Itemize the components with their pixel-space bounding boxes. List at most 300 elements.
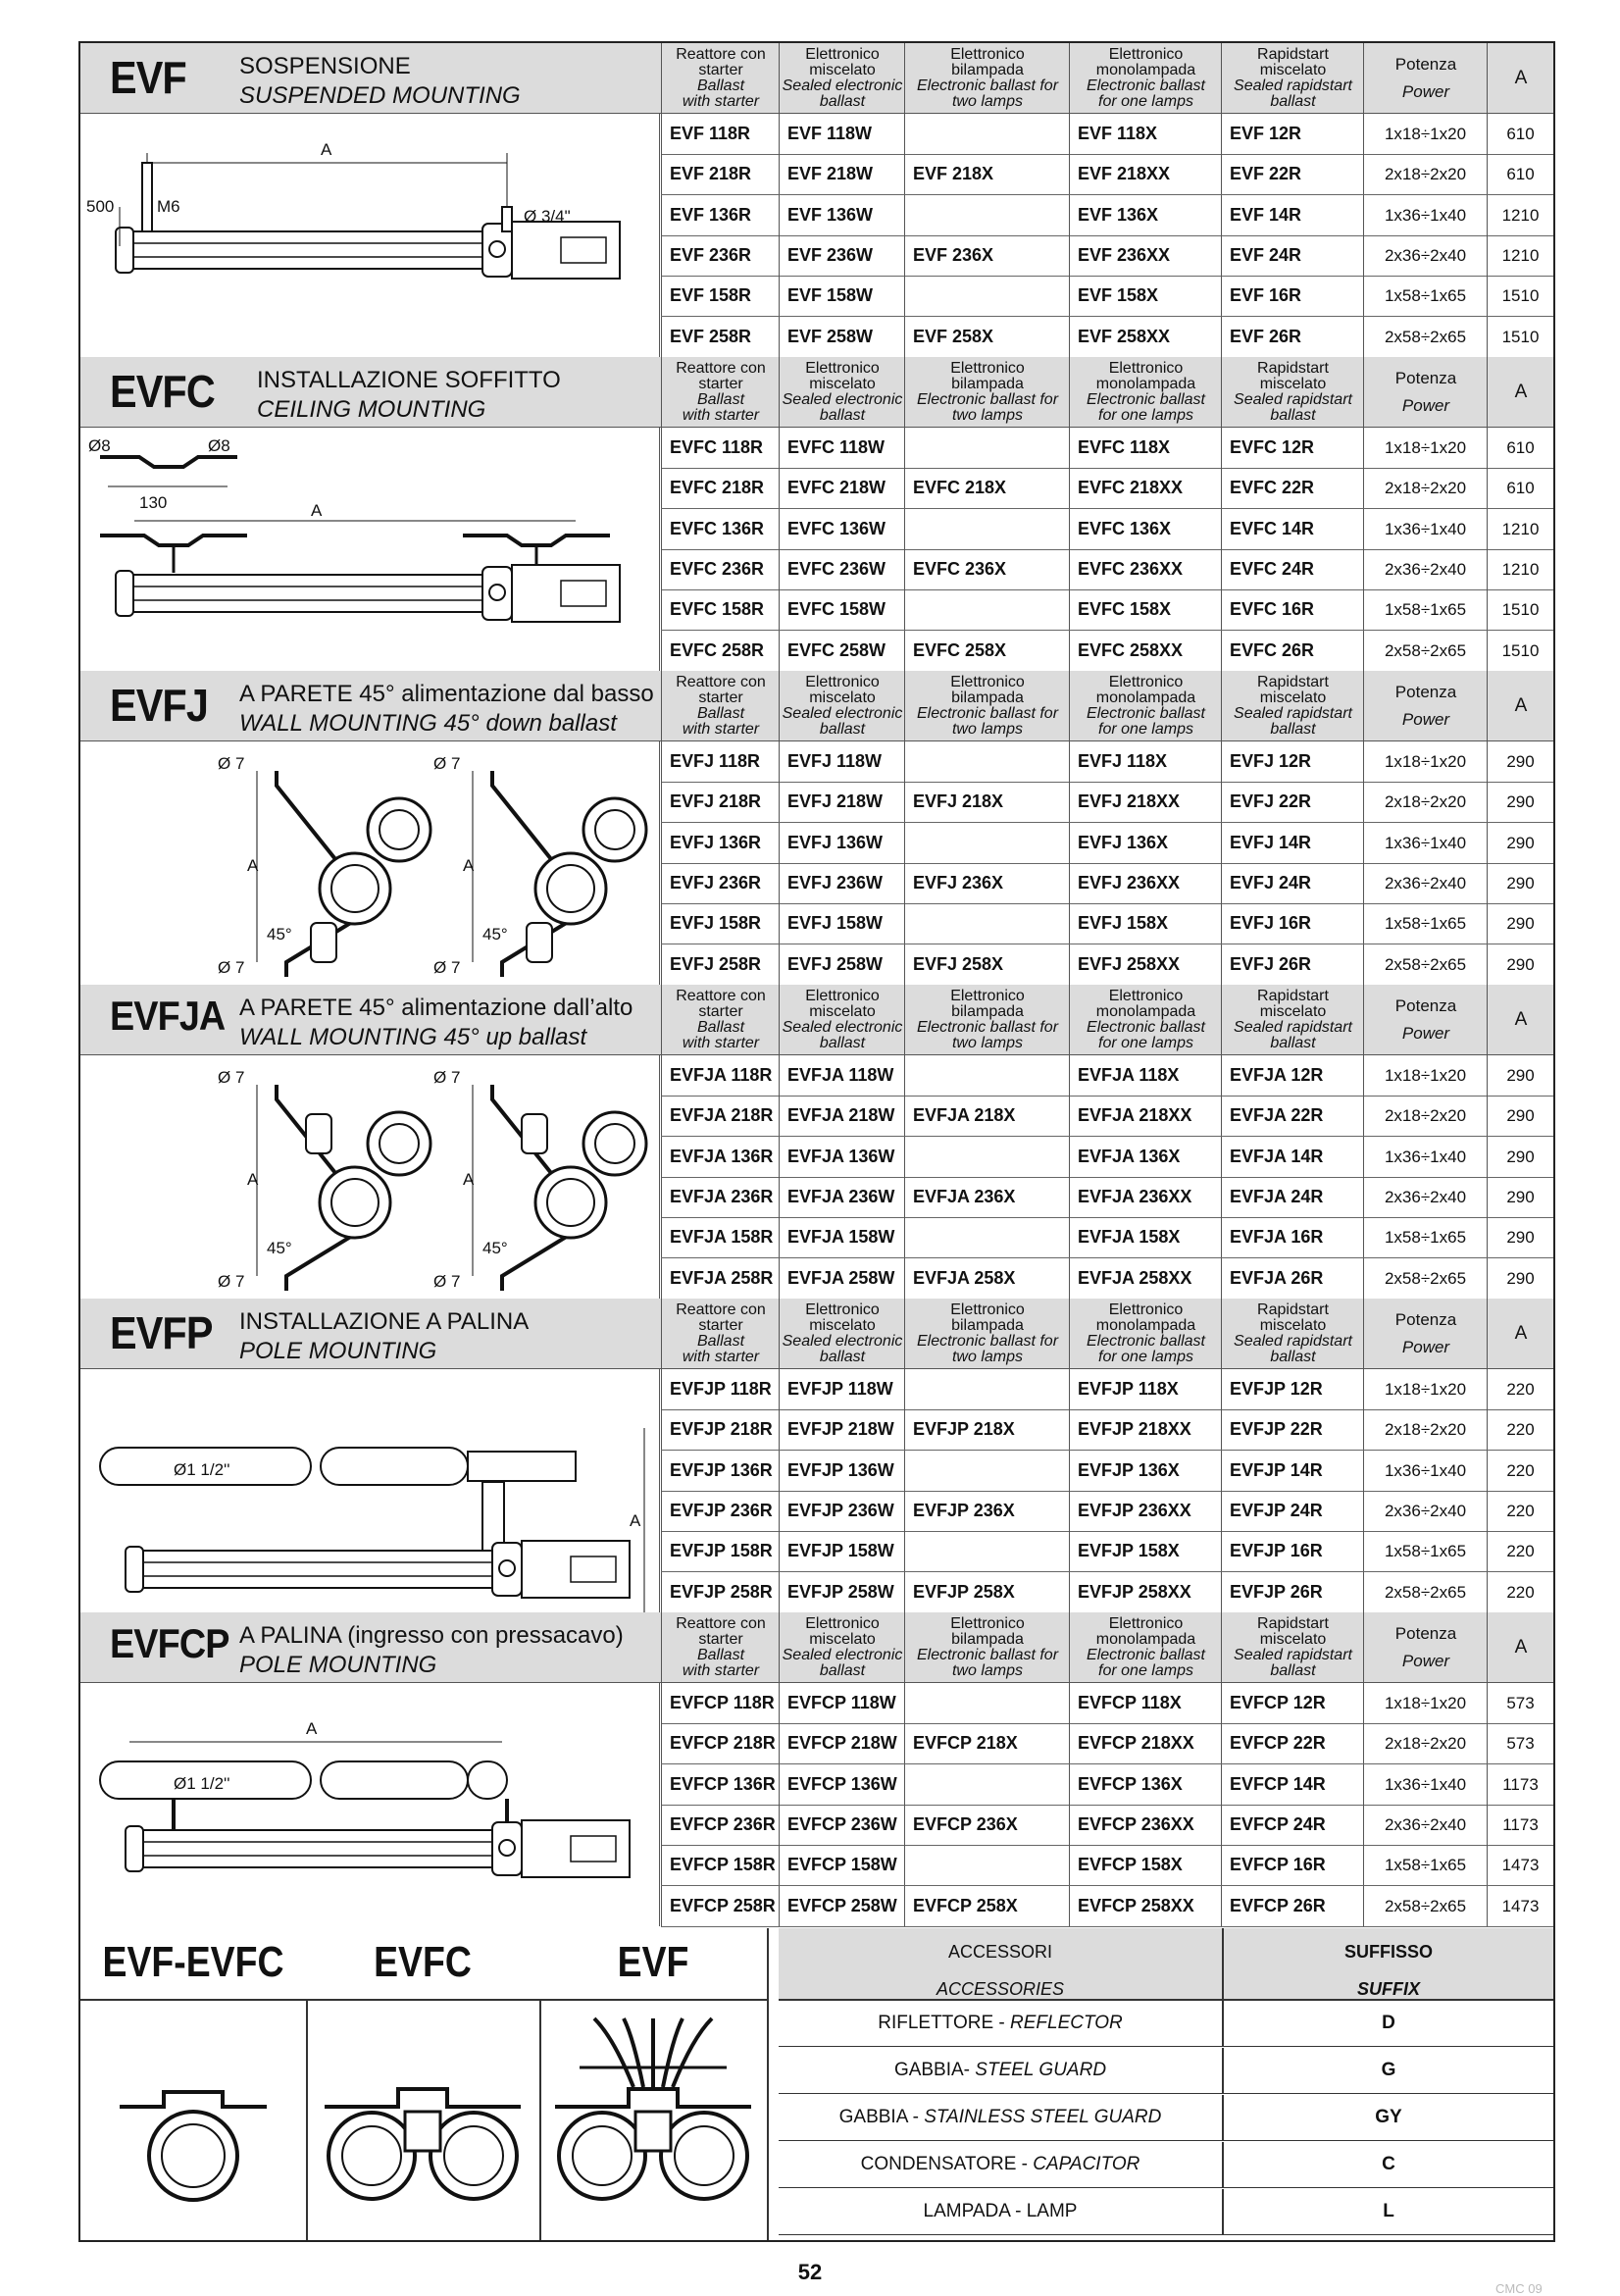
col-one-lamp-cell: EVFJP 258XX [1069,1572,1221,1612]
col-one-lamp-header [1069,357,1222,427]
header-line: Elettronico [1108,359,1184,377]
col-rapidstart-header [1221,671,1364,740]
header-line: Elettronico [1108,673,1184,690]
col-two-lamps-cell [904,195,1069,235]
dim-45-label: 45° [482,925,508,944]
col-power-header [1363,43,1488,113]
col-one-lamp-cell: EVFJA 136X [1069,1137,1221,1177]
col-two-lamps-cell: EVFJA 236X [904,1177,1069,1217]
col-two-lamps-header [904,357,1070,427]
col-rapidstart-header [1221,1299,1364,1368]
table-row [661,1177,1553,1218]
lamp-section-inner [573,2126,632,2185]
col-sealed-electronic-cell: EVFCP 118W [779,1683,904,1723]
title-italian: A PALINA (ingresso con pressacavo) [239,1622,624,1649]
section-header [80,1299,1553,1369]
col-one-lamp-cell: EVF 158X [1069,276,1221,316]
dim-a-label: A [311,501,323,520]
col-power-cell: 1x58÷1x65 [1363,1217,1487,1257]
col-two-lamps-cell [904,903,1069,944]
col-rapidstart-cell: EVFJ 22R [1221,782,1363,822]
col-a-cell: 1510 [1487,317,1553,357]
technical-drawing [80,428,659,671]
col-starter-cell: EVF 258R [661,317,779,357]
header-line: ballast [1270,1661,1316,1679]
header-line: Power [1401,1023,1450,1043]
cable-gland [522,1114,547,1153]
col-one-lamp-cell: EVFC 118X [1069,428,1221,468]
header-line: for one lamps [1098,1661,1193,1679]
page-number: 52 [797,2260,823,2284]
header-line: two lamps [951,1348,1024,1365]
col-power-cell: 1x58÷1x65 [1363,1845,1487,1885]
lamp-end-inner [380,1124,419,1163]
col-one-lamp-cell: EVFJ 158X [1069,903,1221,944]
col-power-cell: 2x58÷2x65 [1363,631,1487,671]
col-rapidstart-cell: EVFJA 16R [1221,1217,1363,1257]
accessory-name-en: STAINLESS STEEL GUARD [924,2107,1162,2127]
header-line: Ballast [696,1646,745,1663]
header-line: monolampada [1095,1630,1196,1648]
dim-d7-label: Ø 7 [218,958,245,977]
center-block [405,2112,440,2151]
header-line: Sealed electronic [782,77,903,94]
table-row [661,1258,1553,1300]
header-line: bilampada [951,1002,1024,1020]
title-italian: SOSPENSIONE [239,53,411,79]
col-two-lamps-cell [904,1451,1069,1491]
col-sealed-electronic-header [779,1612,905,1682]
col-rapidstart-cell: EVF 26R [1221,317,1363,357]
header-line: Power [1401,709,1450,729]
table-row [661,1096,1553,1137]
col-starter-header [661,1612,780,1682]
header-line: with starter [682,406,760,424]
col-sealed-electronic-cell: EVFCP 136W [779,1764,904,1805]
cable-gland [311,923,336,962]
pole-pipe [321,1448,468,1485]
header-line: Elettronico [950,45,1025,63]
col-sealed-electronic-cell: EVFJ 218W [779,782,904,822]
junction-bolt [499,1840,515,1856]
header-line: Sealed electronic [782,1018,903,1036]
header-line: Sealed rapidstart [1234,1332,1352,1350]
col-a-cell: 610 [1487,468,1553,508]
guard-outline [555,2089,751,2107]
col-sealed-electronic-header [779,357,905,427]
col-a-cell: 610 [1487,114,1553,154]
col-sealed-electronic-cell: EVFJP 118W [779,1369,904,1409]
col-rapidstart-cell: EVFC 16R [1221,589,1363,630]
col-a-cell: 220 [1487,1531,1553,1571]
col-a-cell: 290 [1487,823,1553,863]
header-line: Power [1401,1337,1450,1356]
col-a-cell: 1173 [1487,1764,1553,1805]
header-line: Elettronico [805,987,880,1004]
header-line: Sealed electronic [782,1646,903,1663]
table-row [661,549,1553,590]
header-line: miscelato [1259,1316,1327,1334]
accessory-row [779,2189,1553,2235]
header-line: Sealed electronic [782,1332,903,1350]
header-line: miscelato [809,689,876,706]
header-line: Electronic ballast [1087,77,1205,94]
col-starter-header [661,43,780,113]
table-row [661,1137,1553,1178]
col-power-cell: 1x18÷1x20 [1363,1683,1487,1723]
col-a-cell: 220 [1487,1491,1553,1531]
junction-bolt [489,241,505,257]
col-power-cell: 2x58÷2x65 [1363,1258,1487,1299]
col-one-lamp-cell: EVFJ 118X [1069,741,1221,782]
header-line: Rapidstart [1257,1614,1329,1632]
col-a-cell: 1210 [1487,549,1553,589]
header-line: Ballast [696,390,745,408]
accessory-suffix: D [1382,2013,1395,2033]
col-power-cell: 2x58÷2x65 [1363,317,1487,357]
header-line: bilampada [951,1630,1024,1648]
col-a-cell: 610 [1487,154,1553,194]
col-power-cell: 1x36÷1x40 [1363,823,1487,863]
col-sealed-electronic-cell: EVFJ 118W [779,741,904,782]
col-sealed-electronic-cell: EVF 136W [779,195,904,235]
table-row [661,1531,1553,1572]
technical-drawing [80,1055,659,1299]
ballast-label [571,1556,616,1582]
section-drawing [80,741,660,985]
col-one-lamp-cell: EVFJP 158X [1069,1531,1221,1571]
col-power-header [1363,1299,1488,1368]
col-a-cell: 1510 [1487,589,1553,630]
header-line: ballast [819,92,866,110]
accessory-header-label: EVFC [374,1938,472,1986]
col-one-lamp-cell: EVFCP 258XX [1069,1886,1221,1926]
col-one-lamp-cell: EVFJP 218XX [1069,1409,1221,1450]
col-starter-cell: EVFJ 258R [661,944,779,985]
accessory-row [779,2048,1553,2094]
reflector-outline [120,2092,267,2107]
dim-130-label: 130 [139,493,168,512]
header-line: Sealed rapidstart [1234,1646,1352,1663]
header-line-en: ACCESSORIES [936,1979,1065,1999]
col-a-cell: 290 [1487,1177,1553,1217]
lamp-end-inner [547,865,594,912]
table-row [661,276,1553,317]
header-line: Power [1401,395,1450,415]
header-line: with starter [682,1034,760,1051]
accessory-name-en: CAPACITOR [1033,2154,1140,2174]
col-power-cell: 2x18÷2x20 [1363,154,1487,194]
header-line: Electronic ballast for [916,1332,1059,1350]
col-rapidstart-cell: EVFJA 22R [1221,1096,1363,1136]
col-power-cell: 1x58÷1x65 [1363,903,1487,944]
col-a-header [1487,357,1554,427]
header-line: ballast [1270,92,1316,110]
title-english: CEILING MOUNTING [257,396,486,423]
accessory-row [779,2001,1553,2047]
col-a-cell: 1473 [1487,1886,1553,1926]
col-one-lamp-cell: EVFCP 236XX [1069,1805,1221,1845]
header-line: Reattore con [676,673,766,690]
header-line: monolampada [1095,61,1196,78]
col-sealed-electronic-cell: EVF 158W [779,276,904,316]
header-line: two lamps [951,92,1024,110]
lamp-section-inner [342,2126,401,2185]
col-a-cell: 220 [1487,1451,1553,1491]
product-code: EVFCP [110,1620,229,1666]
accessory-header-label: EVF [617,1938,689,1986]
header-line: for one lamps [1098,406,1193,424]
col-power-cell: 1x18÷1x20 [1363,428,1487,468]
section-drawing [80,428,660,671]
header-line: Electronic ballast for [916,1018,1059,1036]
header-line: Power [1401,81,1450,101]
lamp-end-inner [380,810,419,849]
col-two-lamps-cell: EVFC 218X [904,468,1069,508]
col-a-cell: 610 [1487,428,1553,468]
col-sealed-electronic-cell: EVFJA 258W [779,1258,904,1299]
col-sealed-electronic-cell: EVFJA 236W [779,1177,904,1217]
table-row [661,509,1553,550]
header-line: Ballast [696,704,745,722]
col-rapidstart-cell: EVFC 12R [1221,428,1363,468]
header-line: miscelato [809,1316,876,1334]
col-one-lamp-header [1069,985,1222,1054]
col-starter-cell: EVFCP 136R [661,1764,779,1805]
col-two-lamps-header [904,985,1070,1054]
hanger-rod [142,163,152,231]
accessory-drawing-svg [306,1999,539,2240]
table-row [661,1409,1553,1451]
col-one-lamp-header [1069,671,1222,740]
col-one-lamp-cell: EVFJP 136X [1069,1451,1221,1491]
col-starter-cell: EVF 218R [661,154,779,194]
header-line: Electronic ballast [1087,1332,1205,1350]
col-power-header [1363,357,1488,427]
col-power-cell: 1x36÷1x40 [1363,509,1487,549]
header-line: with starter [682,1661,760,1679]
table-row [661,1886,1553,1927]
product-code: EVFC [110,366,215,417]
catalog-page [78,41,1555,2242]
section-body [80,1055,1553,1299]
col-starter-cell: EVFC 118R [661,428,779,468]
accessory-row [779,2095,1553,2141]
header-line: miscelato [1259,1002,1327,1020]
table-row [661,1055,1553,1097]
col-one-lamp-cell: EVF 236XX [1069,235,1221,276]
section-body [80,1369,1553,1612]
col-two-lamps-header [904,1299,1070,1368]
product-code: EVFJ [110,680,208,731]
header-line: A [1514,1008,1528,1030]
header-line: Rapidstart [1257,673,1329,690]
table-row [661,317,1553,358]
col-one-lamp-cell: EVFJ 218XX [1069,782,1221,822]
header-line: ballast [819,406,866,424]
header-line: Elettronico [950,1614,1025,1632]
col-starter-cell: EVFJA 158R [661,1217,779,1257]
col-rapidstart-header [1221,357,1364,427]
accessory-name [779,2142,1224,2187]
col-starter-cell: EVFJA 136R [661,1137,779,1177]
accessori-header [779,1928,1224,2001]
col-starter-cell: EVFJA 218R [661,1096,779,1136]
col-starter-cell: EVFC 218R [661,468,779,508]
header-line: Elettronico [805,45,880,63]
dim-d7-label: Ø 7 [433,1068,461,1087]
col-a-header [1487,671,1554,740]
header-line: Ballast [696,77,745,94]
col-two-lamps-header [904,43,1070,113]
header-line: starter [698,1316,743,1334]
header-line: A [1514,1322,1528,1344]
col-sealed-electronic-cell: EVFCP 158W [779,1845,904,1885]
wire-bundle [663,2018,683,2087]
col-rapidstart-cell: EVFJ 14R [1221,823,1363,863]
col-power-cell: 2x36÷2x40 [1363,863,1487,903]
header-line: Electronic ballast for [916,77,1059,94]
header-line: bilampada [951,1316,1024,1334]
col-starter-header [661,671,780,740]
col-starter-cell: EVFCP 236R [661,1805,779,1845]
col-one-lamp-cell: EVFC 218XX [1069,468,1221,508]
section-body [80,114,1553,357]
table-row [661,468,1553,509]
header-line: two lamps [951,720,1024,738]
section-body [80,1683,1553,1926]
col-a-cell: 220 [1487,1572,1553,1612]
lamp-end-inner [547,1179,594,1226]
col-power-cell: 2x18÷2x20 [1363,1096,1487,1136]
col-sealed-electronic-cell: EVFJ 158W [779,903,904,944]
dim-d7-label: Ø 7 [218,754,245,773]
accessory-name-en: REFLECTOR [1010,2013,1123,2033]
table-row [661,1764,1553,1806]
dim-pipe-label: Ø1 1/2'' [174,1460,230,1479]
table-row [661,589,1553,631]
table-row [661,1217,1553,1258]
col-one-lamp-header [1069,43,1222,113]
ceiling-bracket [100,536,247,545]
dim-a-label: A [630,1511,641,1530]
table-row [661,1805,1553,1846]
header-line: Electronic ballast for [916,1646,1059,1663]
lamp-end-inner [595,1124,634,1163]
header-line: miscelato [809,1630,876,1648]
section-drawing [80,1369,660,1612]
table-row [661,741,1553,783]
col-a-cell: 573 [1487,1683,1553,1723]
col-rapidstart-header [1221,43,1364,113]
header-line: Elettronico [950,359,1025,377]
col-one-lamp-cell: EVFJA 118X [1069,1055,1221,1096]
col-rapidstart-cell: EVFJP 24R [1221,1491,1363,1531]
header-line: bilampada [951,375,1024,392]
col-two-lamps-cell [904,1369,1069,1409]
junction-bolt [499,1560,515,1576]
cable-gland [527,923,552,962]
col-sealed-electronic-header [779,43,905,113]
col-one-lamp-cell: EVFJ 136X [1069,823,1221,863]
col-starter-header [661,1299,780,1368]
pole-drop [482,1482,504,1551]
header-line: Reattore con [676,359,766,377]
accessory-name-en: STEEL GUARD [975,2060,1107,2080]
col-one-lamp-cell: EVFCP 136X [1069,1764,1221,1805]
header-line: monolampada [1095,1316,1196,1334]
accessory-drawing [539,1999,769,2240]
col-a-cell: 290 [1487,1258,1553,1299]
table-row [661,195,1553,236]
header-line: Potenza [1394,368,1457,387]
col-two-lamps-header [904,1612,1070,1682]
col-two-lamps-cell: EVFJA 258X [904,1258,1069,1299]
dim-d7-label: Ø 7 [433,754,461,773]
header-line: ballast [819,1348,866,1365]
section-header [80,357,1553,428]
col-starter-cell: EVFCP 218R [661,1723,779,1763]
tube-body [129,231,482,269]
col-two-lamps-cell [904,428,1069,468]
dim-d7-label: Ø 7 [218,1272,245,1291]
dim-45-label: 45° [267,925,292,944]
col-power-cell: 1x58÷1x65 [1363,276,1487,316]
col-starter-cell: EVFJP 218R [661,1409,779,1450]
table-row [661,428,1553,469]
table-row [661,1369,1553,1410]
col-two-lamps-cell [904,1137,1069,1177]
center-block [635,2112,671,2151]
accessory-header [306,1928,541,2001]
col-sealed-electronic-cell: EVFC 218W [779,468,904,508]
col-power-cell: 1x36÷1x40 [1363,1137,1487,1177]
tube-body [129,575,482,612]
col-starter-cell: EVFJP 158R [661,1531,779,1571]
col-power-cell: 2x18÷2x20 [1363,1723,1487,1763]
col-rapidstart-cell: EVFJA 26R [1221,1258,1363,1299]
accessory-header [80,1928,308,2001]
col-two-lamps-cell: EVF 236X [904,235,1069,276]
table-row [661,1451,1553,1492]
header-line: A [1514,694,1528,716]
col-starter-cell: EVF 136R [661,195,779,235]
col-two-lamps-cell: EVFJ 218X [904,782,1069,822]
col-sealed-electronic-cell: EVFJA 158W [779,1217,904,1257]
accessory-name-it: GABBIA- [893,2060,976,2080]
header-line: Sealed rapidstart [1234,1018,1352,1036]
col-one-lamp-cell: EVFC 258XX [1069,631,1221,671]
col-sealed-electronic-cell: EVFJP 218W [779,1409,904,1450]
ballast-label [561,581,606,606]
header-line: bilampada [951,689,1024,706]
col-one-lamp-cell: EVFJP 118X [1069,1369,1221,1409]
col-rapidstart-cell: EVFCP 22R [1221,1723,1363,1763]
table-row [661,1572,1553,1613]
col-a-cell: 290 [1487,782,1553,822]
technical-drawing [80,741,659,985]
header-line: Rapidstart [1257,987,1329,1004]
col-sealed-electronic-cell: EVFJP 136W [779,1451,904,1491]
col-starter-cell: EVFJ 218R [661,782,779,822]
header-line: Rapidstart [1257,1301,1329,1318]
end-cap [126,1826,143,1871]
tube-body [139,1551,492,1588]
col-rapidstart-cell: EVFCP 26R [1221,1886,1363,1926]
col-a-cell: 290 [1487,1137,1553,1177]
section-drawing [80,1683,660,1926]
header-line: ballast [819,1034,866,1051]
